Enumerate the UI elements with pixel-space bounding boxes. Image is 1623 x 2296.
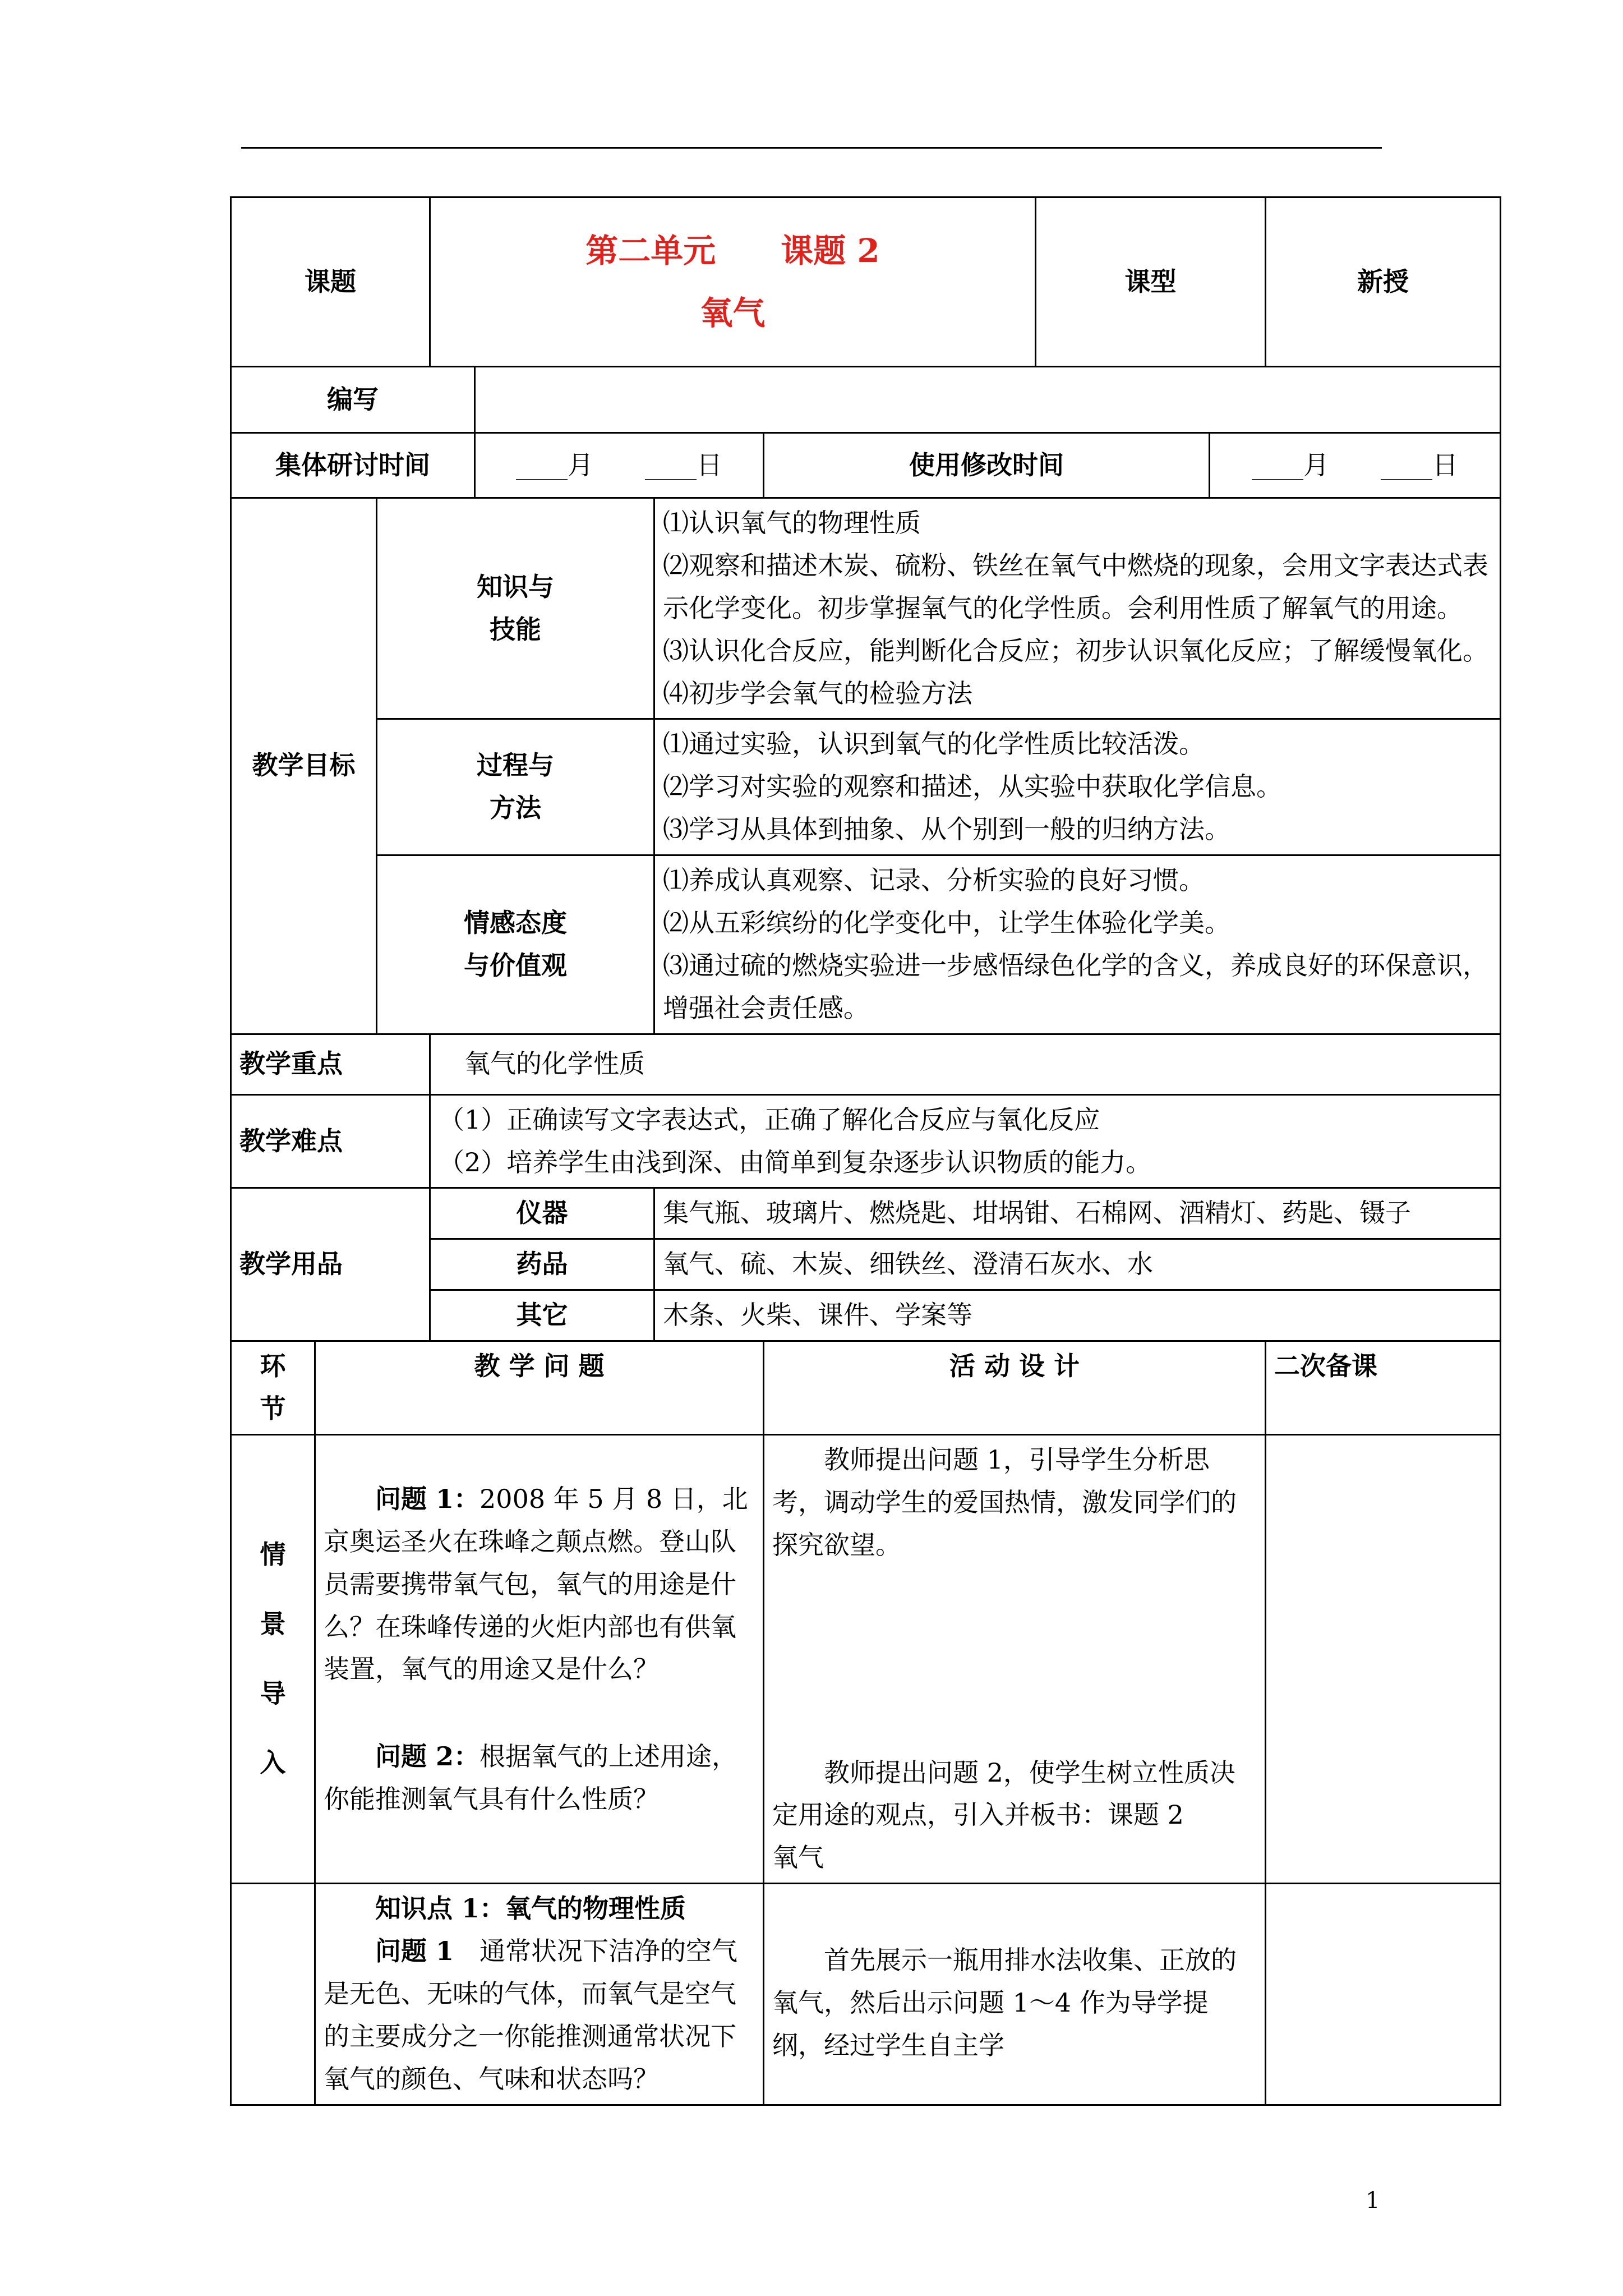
- process-label: [377, 719, 654, 855]
- difficulty-item: （1）正确读写文字表达式，正确了解化合反应与氧化反应: [439, 1104, 1100, 1135]
- goals-label: 教学目标: [231, 498, 377, 1034]
- chemicals-value: 氧气、硫、木炭、细铁丝、澄清石灰水、水: [654, 1239, 1501, 1290]
- intro-notes: [1266, 1434, 1501, 1883]
- difficulty-items: [430, 1094, 1501, 1188]
- emotion-label-2: 与价值观: [464, 950, 567, 981]
- process-item: ⑴通过实验，认识到氧气的化学性质比较活泼。: [663, 729, 1205, 760]
- process-label-1: 过程与: [477, 750, 554, 781]
- q1-text: 2008 年 5 月 8 日，北京奥运圣火在珠峰之颠点燃。登山队员需要携带氧气包，氧气的用途是什么？在珠峰传递的火炬内部也有供氧装置，氧气的用途又是什么？: [324, 1483, 748, 1685]
- q1-label: 问题 1：: [375, 1483, 480, 1514]
- materials-label: 教学用品: [231, 1188, 430, 1341]
- type-value: 新授: [1266, 197, 1501, 367]
- intro-stage-char: 景: [260, 1608, 286, 1639]
- knowledge-item: ⑶认识化合反应，能判断化合反应；初步认识氧化反应；了解缓慢氧化。: [663, 635, 1488, 666]
- emotion-label: [377, 855, 654, 1034]
- header-rule: [241, 147, 1382, 149]
- intro-stage-char: 入: [260, 1747, 286, 1778]
- knowledge-item: ⑷初步学会氧气的检验方法: [663, 678, 972, 708]
- process-item: ⑶学习从具体到抽象、从个别到一般的归纳方法。: [663, 814, 1230, 845]
- process-items: [654, 719, 1501, 855]
- knowledge-label-1: 知识与: [477, 571, 554, 602]
- intro-stage: [231, 1434, 315, 1883]
- lesson-title: [430, 197, 1036, 367]
- knowledge-label-2: 技能: [490, 614, 541, 645]
- emotion-items: [654, 855, 1501, 1034]
- stage-header-1: 环: [260, 1351, 286, 1382]
- q2-text: 根据氧气的上述用途，你能推测氧气具有什么性质？: [324, 1741, 738, 1815]
- kp1-q-label: 问题 1: [375, 1936, 454, 1967]
- discuss-value: ____月 ____日: [475, 433, 764, 498]
- intro-stage-char: 导: [260, 1678, 286, 1709]
- intro-activities: [764, 1434, 1266, 1883]
- process-item: ⑵学习对实验的观察和描述，从实验中获取化学信息。: [663, 771, 1282, 802]
- knowledge-item: ⑴认识氧气的物理性质: [663, 508, 921, 538]
- knowledge-items: [654, 498, 1501, 719]
- key-point-label: 教学重点: [231, 1034, 430, 1094]
- q2-label: 问题 2：: [375, 1741, 480, 1772]
- key-point-value: 氧气的化学性质: [430, 1034, 1501, 1094]
- revise-value: ____月 ____日: [1210, 433, 1501, 498]
- stage-header-2: 节: [260, 1393, 286, 1424]
- discuss-label: 集体研讨时间: [231, 433, 475, 498]
- revise-label: 使用修改时间: [764, 433, 1210, 498]
- emotion-item: ⑴养成认真观察、记录、分析实验的良好习惯。: [663, 865, 1205, 896]
- intro-stage-char: 情: [260, 1539, 286, 1570]
- emotion-item: ⑶通过硫的燃烧实验进一步感悟绿色化学的含义，养成良好的环保意识，增强社会责任感。: [663, 950, 1488, 1023]
- intro-questions: [315, 1434, 764, 1883]
- kp1-stage: [231, 1884, 315, 2105]
- kp1-activities: [764, 1884, 1266, 2105]
- instruments-label: 仪器: [430, 1188, 654, 1239]
- chemicals-label: 药品: [430, 1239, 654, 1290]
- kp1-activity: 首先展示一瓶用排水法收集、正放的氧气，然后出示问题 1～4 作为导学提纲，经过学生自主学: [772, 1945, 1237, 2061]
- others-label: 其它: [430, 1290, 654, 1341]
- process-label-2: 方法: [490, 793, 541, 823]
- emotion-item: ⑵从五彩缤纷的化学变化中，让学生体验化学美。: [663, 908, 1230, 938]
- author-value: [475, 367, 1501, 433]
- difficulty-label: 教学难点: [231, 1094, 430, 1188]
- others-value: 木条、火柴、课件、学案等: [654, 1290, 1501, 1341]
- intro-question-1: [324, 1478, 755, 1691]
- kp1-questions: [315, 1884, 764, 2105]
- emotion-label-1: 情感态度: [464, 908, 567, 938]
- activity-header: 活 动 设 计: [764, 1341, 1266, 1435]
- stage-header: [231, 1341, 315, 1435]
- kp1-notes: [1266, 1884, 1501, 2105]
- instruments-value: 集气瓶、玻璃片、燃烧匙、坩埚钳、石棉网、酒精灯、药匙、镊子: [654, 1188, 1501, 1239]
- author-label: 编写: [231, 367, 475, 433]
- activity-2: 教师提出问题 2，使学生树立性质决定用途的观点，引入并板书：课题 2 氧气: [772, 1757, 1235, 1873]
- lesson-plan-table: [230, 196, 1500, 2106]
- kp1-question: [324, 1930, 755, 2101]
- question-header: 教 学 问 题: [315, 1341, 764, 1435]
- difficulty-item: （2）培养学生由浅到深、由简单到复杂逐步认识物质的能力。: [439, 1147, 1152, 1177]
- kp1-q-text: 通常状况下洁净的空气是无色、无味的气体，而氧气是空气的主要成分之一你能推测通常状况下氧气的颜色、气味和状态吗？: [324, 1936, 738, 2094]
- lesson-label: 课题: [231, 197, 430, 367]
- kp1-title: 知识点 1：氧气的物理性质: [375, 1893, 686, 1924]
- activity-1: 教师提出问题 1，引导学生分析思考，调动学生的爱国热情，激发同学们的探究欲望。: [772, 1444, 1237, 1560]
- page-number: 1: [1366, 2188, 1380, 2214]
- lesson-title-line2: 氧气: [700, 293, 766, 332]
- knowledge-label: [377, 498, 654, 719]
- type-label: 课型: [1036, 197, 1266, 367]
- intro-question-2: [324, 1736, 755, 1821]
- notes-header: 二次备课: [1266, 1341, 1501, 1435]
- lesson-title-line1: 第二单元 课题 2: [585, 232, 880, 270]
- knowledge-item: ⑵观察和描述木炭、硫粉、铁丝在氧气中燃烧的现象，会用文字表达式表示化学变化。初步掌握氧气的化学性质。会利用性质了解氧气的用途。: [663, 550, 1488, 623]
